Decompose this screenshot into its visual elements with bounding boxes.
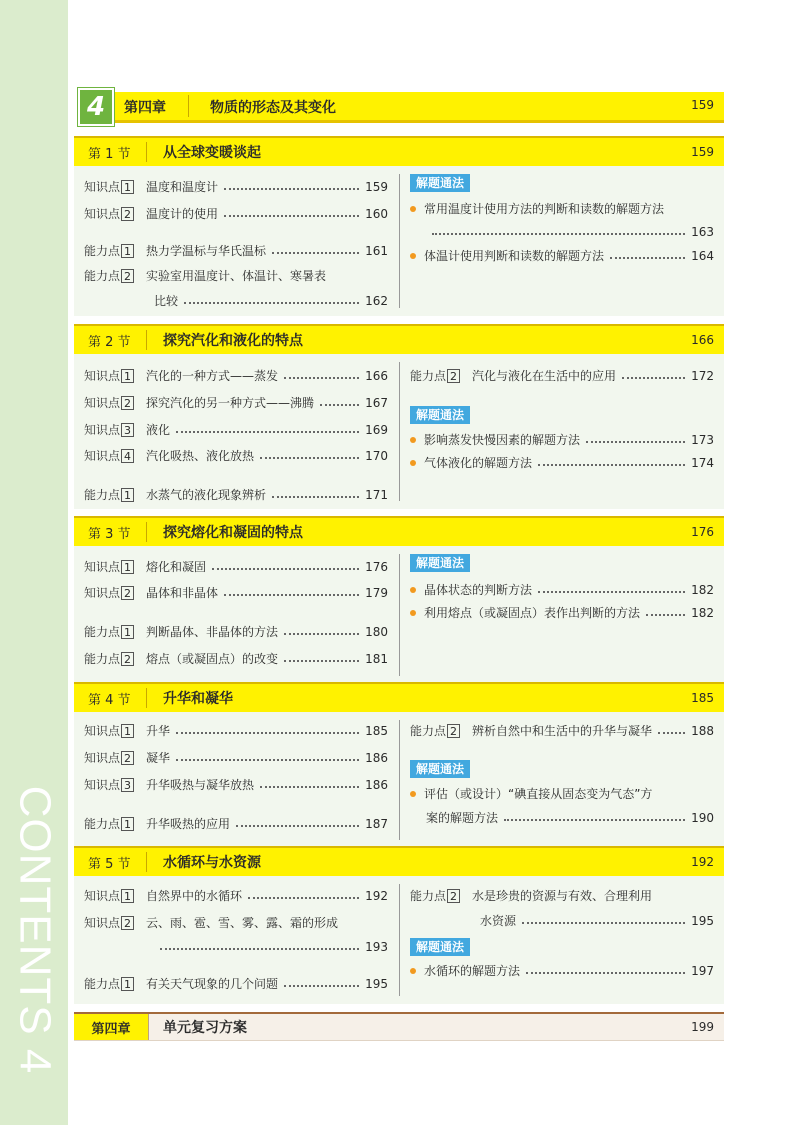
method-entry[interactable]: 晶体状态的判断方法 182 — [410, 582, 714, 598]
point-number-box: 1 — [121, 560, 134, 574]
toc-entry[interactable]: 知识点 2 探究汽化的另一种方式——沸腾 167 — [84, 396, 388, 410]
toc-entry[interactable]: 能力点 2 熔点（或凝固点）的改变 181 — [84, 652, 388, 666]
point-number-box: 2 — [121, 586, 134, 600]
section-title: 探究熔化和凝固的特点 — [163, 525, 303, 541]
point-number-box: 2 — [121, 916, 134, 930]
column-divider — [399, 720, 400, 840]
point-number-box: 1 — [121, 369, 134, 383]
section-5 — [74, 846, 724, 1004]
column-divider — [399, 362, 400, 501]
leader-dots — [224, 215, 359, 217]
section-body — [74, 354, 724, 509]
point-number-box: 2 — [121, 396, 134, 410]
leader-dots — [622, 377, 685, 379]
section-divider — [146, 522, 147, 542]
chapter-number-badge: 4 — [78, 88, 114, 126]
section-body — [74, 876, 724, 1004]
leader-dots — [432, 233, 685, 235]
section-header[interactable] — [74, 324, 724, 354]
section-number: 第 4 节 — [88, 692, 131, 708]
side-label-text: CONTENTS 4 — [10, 785, 60, 1075]
column-divider — [399, 174, 400, 308]
method-entry[interactable]: 评估（或设计）“碘直接从固态变为气态”方 — [410, 786, 714, 802]
toc-entry[interactable]: 能力点 1 有关天气现象的几个问题 195 — [84, 977, 388, 991]
leader-dots — [646, 614, 685, 616]
leader-dots — [176, 759, 359, 761]
toc-entry[interactable]: 知识点 1 熔化和凝固 176 — [84, 560, 388, 574]
section-number: 第 5 节 — [88, 856, 131, 872]
section-number: 第 3 节 — [88, 526, 131, 542]
section-header[interactable] — [74, 846, 724, 876]
section-header[interactable] — [74, 682, 724, 712]
method-entry[interactable]: 影响蒸发快慢因素的解题方法 173 — [410, 432, 714, 448]
leader-dots — [526, 972, 685, 974]
toc-entry-continuation[interactable]: 比较 162 — [154, 294, 388, 308]
leader-dots — [160, 948, 359, 950]
toc-entry[interactable]: 知识点 2 温度计的使用 160 — [84, 207, 388, 221]
unit-review-row[interactable] — [74, 1012, 724, 1041]
leader-dots — [658, 732, 685, 734]
leader-dots — [586, 441, 685, 443]
leader-dots — [522, 922, 685, 924]
point-number-box: 1 — [121, 977, 134, 991]
section-number: 第 1 节 — [88, 146, 131, 162]
method-badge: 解题通法 — [410, 760, 470, 778]
section-title: 升华和凝华 — [163, 691, 233, 707]
bullet-icon — [410, 610, 416, 616]
section-body — [74, 712, 724, 848]
method-entry[interactable]: 气体液化的解题方法 174 — [410, 455, 714, 471]
leader-dots — [184, 302, 359, 304]
leader-dots — [272, 252, 359, 254]
section-divider — [146, 142, 147, 162]
chapter-title: 物质的形态及其变化 — [210, 100, 336, 116]
toc-entry[interactable]: 知识点 2 云、雨、雹、雪、雾、露、霜的形成 — [84, 916, 339, 930]
section-header[interactable] — [74, 516, 724, 546]
point-number-box: 2 — [121, 269, 134, 283]
bullet-icon — [410, 437, 416, 443]
leader-dots — [284, 633, 359, 635]
method-badge: 解题通法 — [410, 938, 470, 956]
chapter-page: 159 — [691, 98, 714, 112]
section-divider — [146, 852, 147, 872]
bullet-icon — [410, 791, 416, 797]
point-number-box: 3 — [121, 423, 134, 437]
leader-dots — [610, 257, 685, 259]
leader-dots — [176, 431, 359, 433]
section-3 — [74, 516, 724, 684]
leader-dots — [224, 188, 359, 190]
point-number-box: 1 — [121, 180, 134, 194]
bullet-icon — [410, 460, 416, 466]
method-entry[interactable]: 常用温度计使用方法的判断和读数的解题方法 — [410, 201, 714, 217]
section-body — [74, 546, 724, 684]
leader-dots — [260, 786, 359, 788]
section-body — [74, 166, 724, 316]
toc-entry-continuation[interactable]: 193 — [154, 939, 388, 955]
section-divider — [146, 688, 147, 708]
point-number-box: 1 — [121, 625, 134, 639]
toc-entry[interactable]: 知识点 1 升华 185 — [84, 724, 388, 738]
point-number-box: 2 — [447, 369, 460, 383]
point-number-box: 2 — [121, 652, 134, 666]
toc-entry[interactable]: 知识点 2 晶体和非晶体 179 — [84, 586, 388, 600]
toc-entry[interactable]: 能力点 2 辨析自然中和生活中的升华与凝华 188 — [410, 724, 714, 738]
leader-dots — [212, 568, 359, 570]
section-header[interactable] — [74, 136, 724, 166]
chapter-header[interactable] — [80, 92, 724, 123]
section-page: 159 — [691, 145, 714, 159]
leader-dots — [248, 897, 359, 899]
method-entry-continuation[interactable]: 163 — [426, 224, 714, 240]
method-entry[interactable]: 利用熔点（或凝固点）表作出判断的方法 182 — [410, 605, 714, 621]
toc-entry[interactable]: 能力点 1 热力学温标与华氏温标 161 — [84, 244, 388, 258]
method-entry[interactable]: 水循环的解题方法 197 — [410, 963, 714, 979]
toc-entry[interactable]: 知识点 1 温度和温度计 159 — [84, 180, 388, 194]
point-number-box: 2 — [447, 889, 460, 903]
method-badge: 解题通法 — [410, 174, 470, 192]
point-number-box: 3 — [121, 778, 134, 792]
leader-dots — [284, 377, 359, 379]
review-title: 单元复习方案 — [163, 1020, 247, 1036]
point-number-box: 2 — [447, 724, 460, 738]
section-number: 第 2 节 — [88, 334, 131, 350]
chapter-divider — [188, 95, 189, 117]
chapter-label: 第四章 — [124, 100, 166, 116]
point-number-box: 1 — [121, 889, 134, 903]
method-entry[interactable]: 体温计使用判断和读数的解题方法 164 — [410, 248, 714, 264]
leader-dots — [260, 457, 359, 459]
method-badge: 解题通法 — [410, 406, 470, 424]
toc-entry[interactable]: 知识点 2 凝华 186 — [84, 751, 388, 765]
review-chapter-label: 第四章 — [74, 1014, 148, 1040]
point-number-box: 2 — [121, 207, 134, 221]
bullet-icon — [410, 253, 416, 259]
leader-dots — [284, 660, 359, 662]
review-page: 199 — [691, 1020, 714, 1034]
section-divider — [146, 330, 147, 350]
point-number-box: 1 — [121, 488, 134, 502]
leader-dots — [538, 464, 685, 466]
section-2 — [74, 324, 724, 509]
point-number-box: 4 — [121, 449, 134, 463]
point-number-box: 1 — [121, 244, 134, 258]
toc-entry[interactable]: 能力点 2 实验室用温度计、体温计、寒暑表 — [84, 269, 327, 283]
section-title: 从全球变暖谈起 — [163, 145, 261, 161]
bullet-icon — [410, 968, 416, 974]
toc-entry[interactable]: 知识点 3 液化 169 — [84, 423, 388, 437]
column-divider — [399, 884, 400, 996]
section-1 — [74, 136, 724, 316]
leader-dots — [236, 825, 359, 827]
leader-dots — [284, 985, 359, 987]
column-divider — [399, 554, 400, 676]
bullet-icon — [410, 206, 416, 212]
point-number-box: 2 — [121, 751, 134, 765]
section-4 — [74, 682, 724, 848]
leader-dots — [320, 404, 359, 406]
point-number-box: 1 — [121, 817, 134, 831]
toc-entry[interactable]: 知识点 1 汽化的一种方式——蒸发 166 — [84, 369, 388, 383]
leader-dots — [504, 819, 685, 821]
review-divider — [148, 1014, 149, 1040]
section-title: 水循环与水资源 — [163, 855, 261, 871]
toc-entry[interactable]: 知识点 4 汽化吸热、液化放热 170 — [84, 449, 388, 463]
leader-dots — [224, 594, 359, 596]
section-title: 探究汽化和液化的特点 — [163, 333, 303, 349]
toc-entry[interactable]: 能力点 1 升华吸热的应用 187 — [84, 817, 388, 831]
section-page: 176 — [691, 525, 714, 539]
toc-entry-continuation[interactable]: 水资源 195 — [480, 914, 714, 928]
leader-dots — [538, 591, 685, 593]
toc-entry[interactable]: 能力点 2 水是珍贵的资源与有效、合理利用 — [410, 889, 653, 903]
section-page: 185 — [691, 691, 714, 705]
toc-entry[interactable]: 能力点 1 水蒸气的液化现象辨析 171 — [84, 488, 388, 502]
point-number-box: 1 — [121, 724, 134, 738]
bullet-icon — [410, 587, 416, 593]
leader-dots — [176, 732, 359, 734]
toc-entry[interactable]: 能力点 1 判断晶体、非晶体的方法 180 — [84, 625, 388, 639]
toc-entry[interactable]: 能力点 2 汽化与液化在生活中的应用 172 — [410, 369, 714, 383]
method-entry-continuation[interactable]: 案的解题方法 190 — [426, 811, 714, 825]
method-badge: 解题通法 — [410, 554, 470, 572]
leader-dots — [272, 496, 359, 498]
section-page: 192 — [691, 855, 714, 869]
toc-entry[interactable]: 知识点 3 升华吸热与凝华放热 186 — [84, 778, 388, 792]
side-label — [6, 785, 62, 1075]
section-page: 166 — [691, 333, 714, 347]
toc-entry[interactable]: 知识点 1 自然界中的水循环 192 — [84, 889, 388, 903]
